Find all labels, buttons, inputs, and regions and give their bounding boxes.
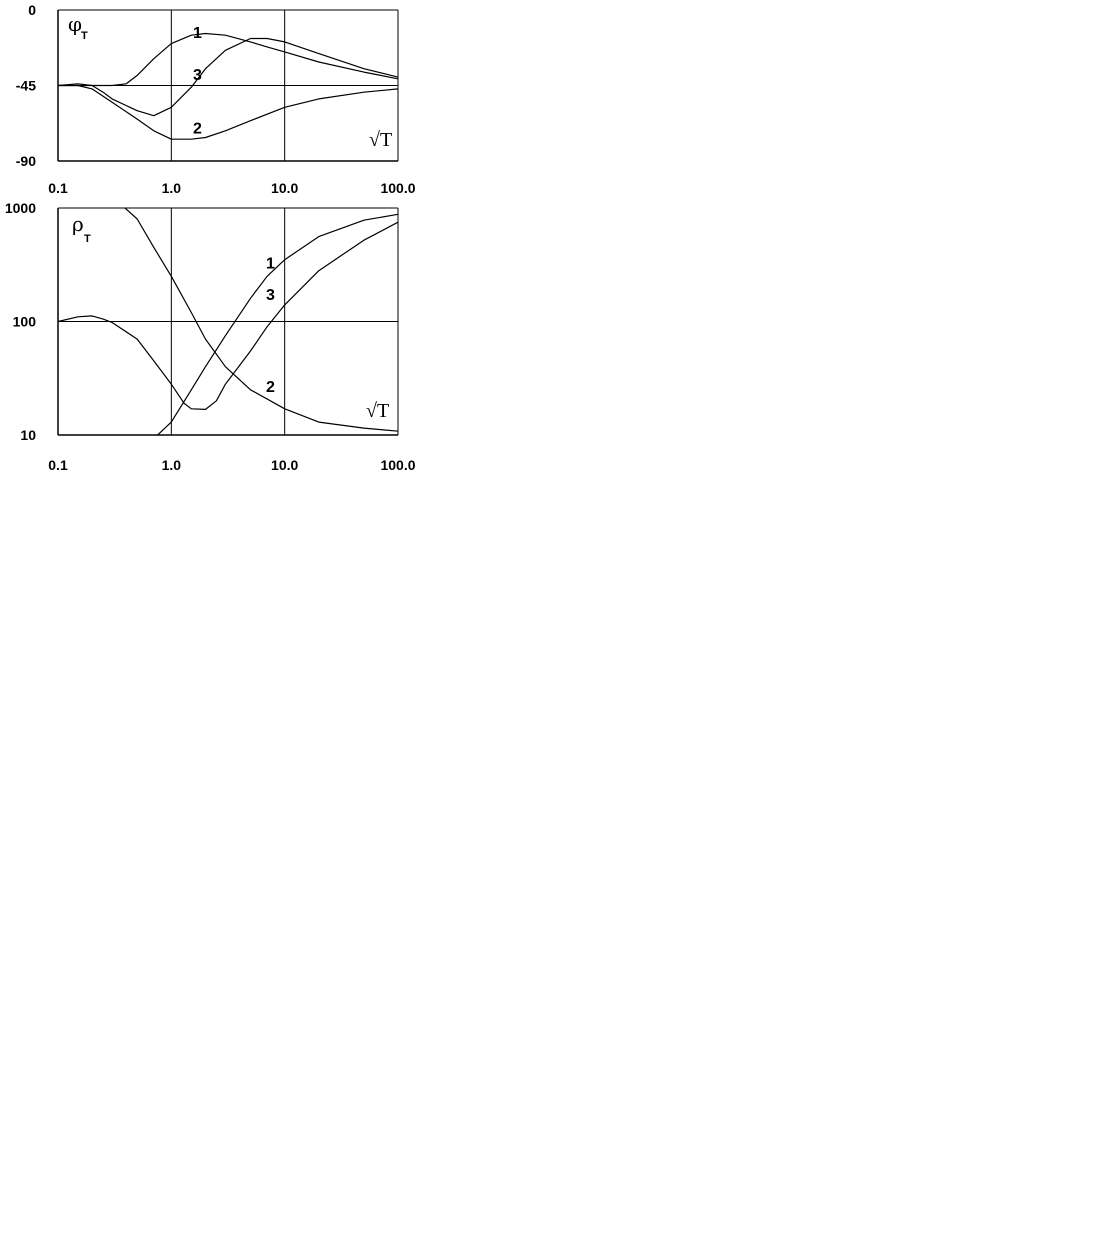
phase-y-tick-label: 0 (28, 2, 36, 18)
phase-x-axis-title: √T (369, 129, 393, 151)
resistivity-curve-label-3: 3 (266, 286, 275, 304)
resistivity-y-axis-title: ρ (72, 212, 84, 236)
phase-y-axis-title: φ (68, 12, 83, 36)
resistivity-chart (5, 198, 416, 473)
resistivity-x-tick-label: 1.0 (161, 457, 182, 473)
resistivity-curve-label-2: 2 (266, 379, 275, 397)
phase-curve-label-1: 1 (192, 24, 202, 42)
phase-x-tick-label: 100.0 (380, 180, 416, 196)
phase-series-3-line (58, 39, 398, 116)
resistivity-x-axis-title: √T (366, 400, 390, 422)
phase-y-tick-label: -90 (15, 153, 36, 169)
resistivity-series-2-line (58, 198, 398, 431)
resistivity-x-tick-label: 100.0 (380, 457, 416, 473)
resistivity-y-axis-subscript: T (84, 233, 91, 245)
phase-curve-label-2: 2 (192, 120, 202, 138)
resistivity-series-1-line (103, 214, 398, 442)
phase-chart (16, 2, 416, 196)
phase-y-tick-label: -45 (15, 77, 36, 94)
resistivity-y-tick-label: 10 (20, 427, 36, 443)
phase-x-tick-label: 10.0 (271, 180, 299, 196)
phase-series-1-line (58, 34, 398, 86)
phase-y-axis-subscript: T (81, 30, 88, 42)
resistivity-series-3-line (58, 222, 398, 409)
phase-x-tick-label: 1.0 (161, 180, 182, 196)
resistivity-y-tick-label: 100 (12, 313, 36, 330)
resistivity-x-tick-label: 0.1 (48, 457, 68, 473)
phase-curve-label-3: 3 (192, 66, 202, 84)
resistivity-y-tick-label: 1000 (4, 200, 36, 216)
phase-x-tick-label: 0.1 (48, 180, 68, 196)
phase-series-2-line (58, 86, 398, 140)
resistivity-x-tick-label: 10.0 (271, 457, 299, 473)
resistivity-curve-label-1: 1 (266, 255, 275, 273)
